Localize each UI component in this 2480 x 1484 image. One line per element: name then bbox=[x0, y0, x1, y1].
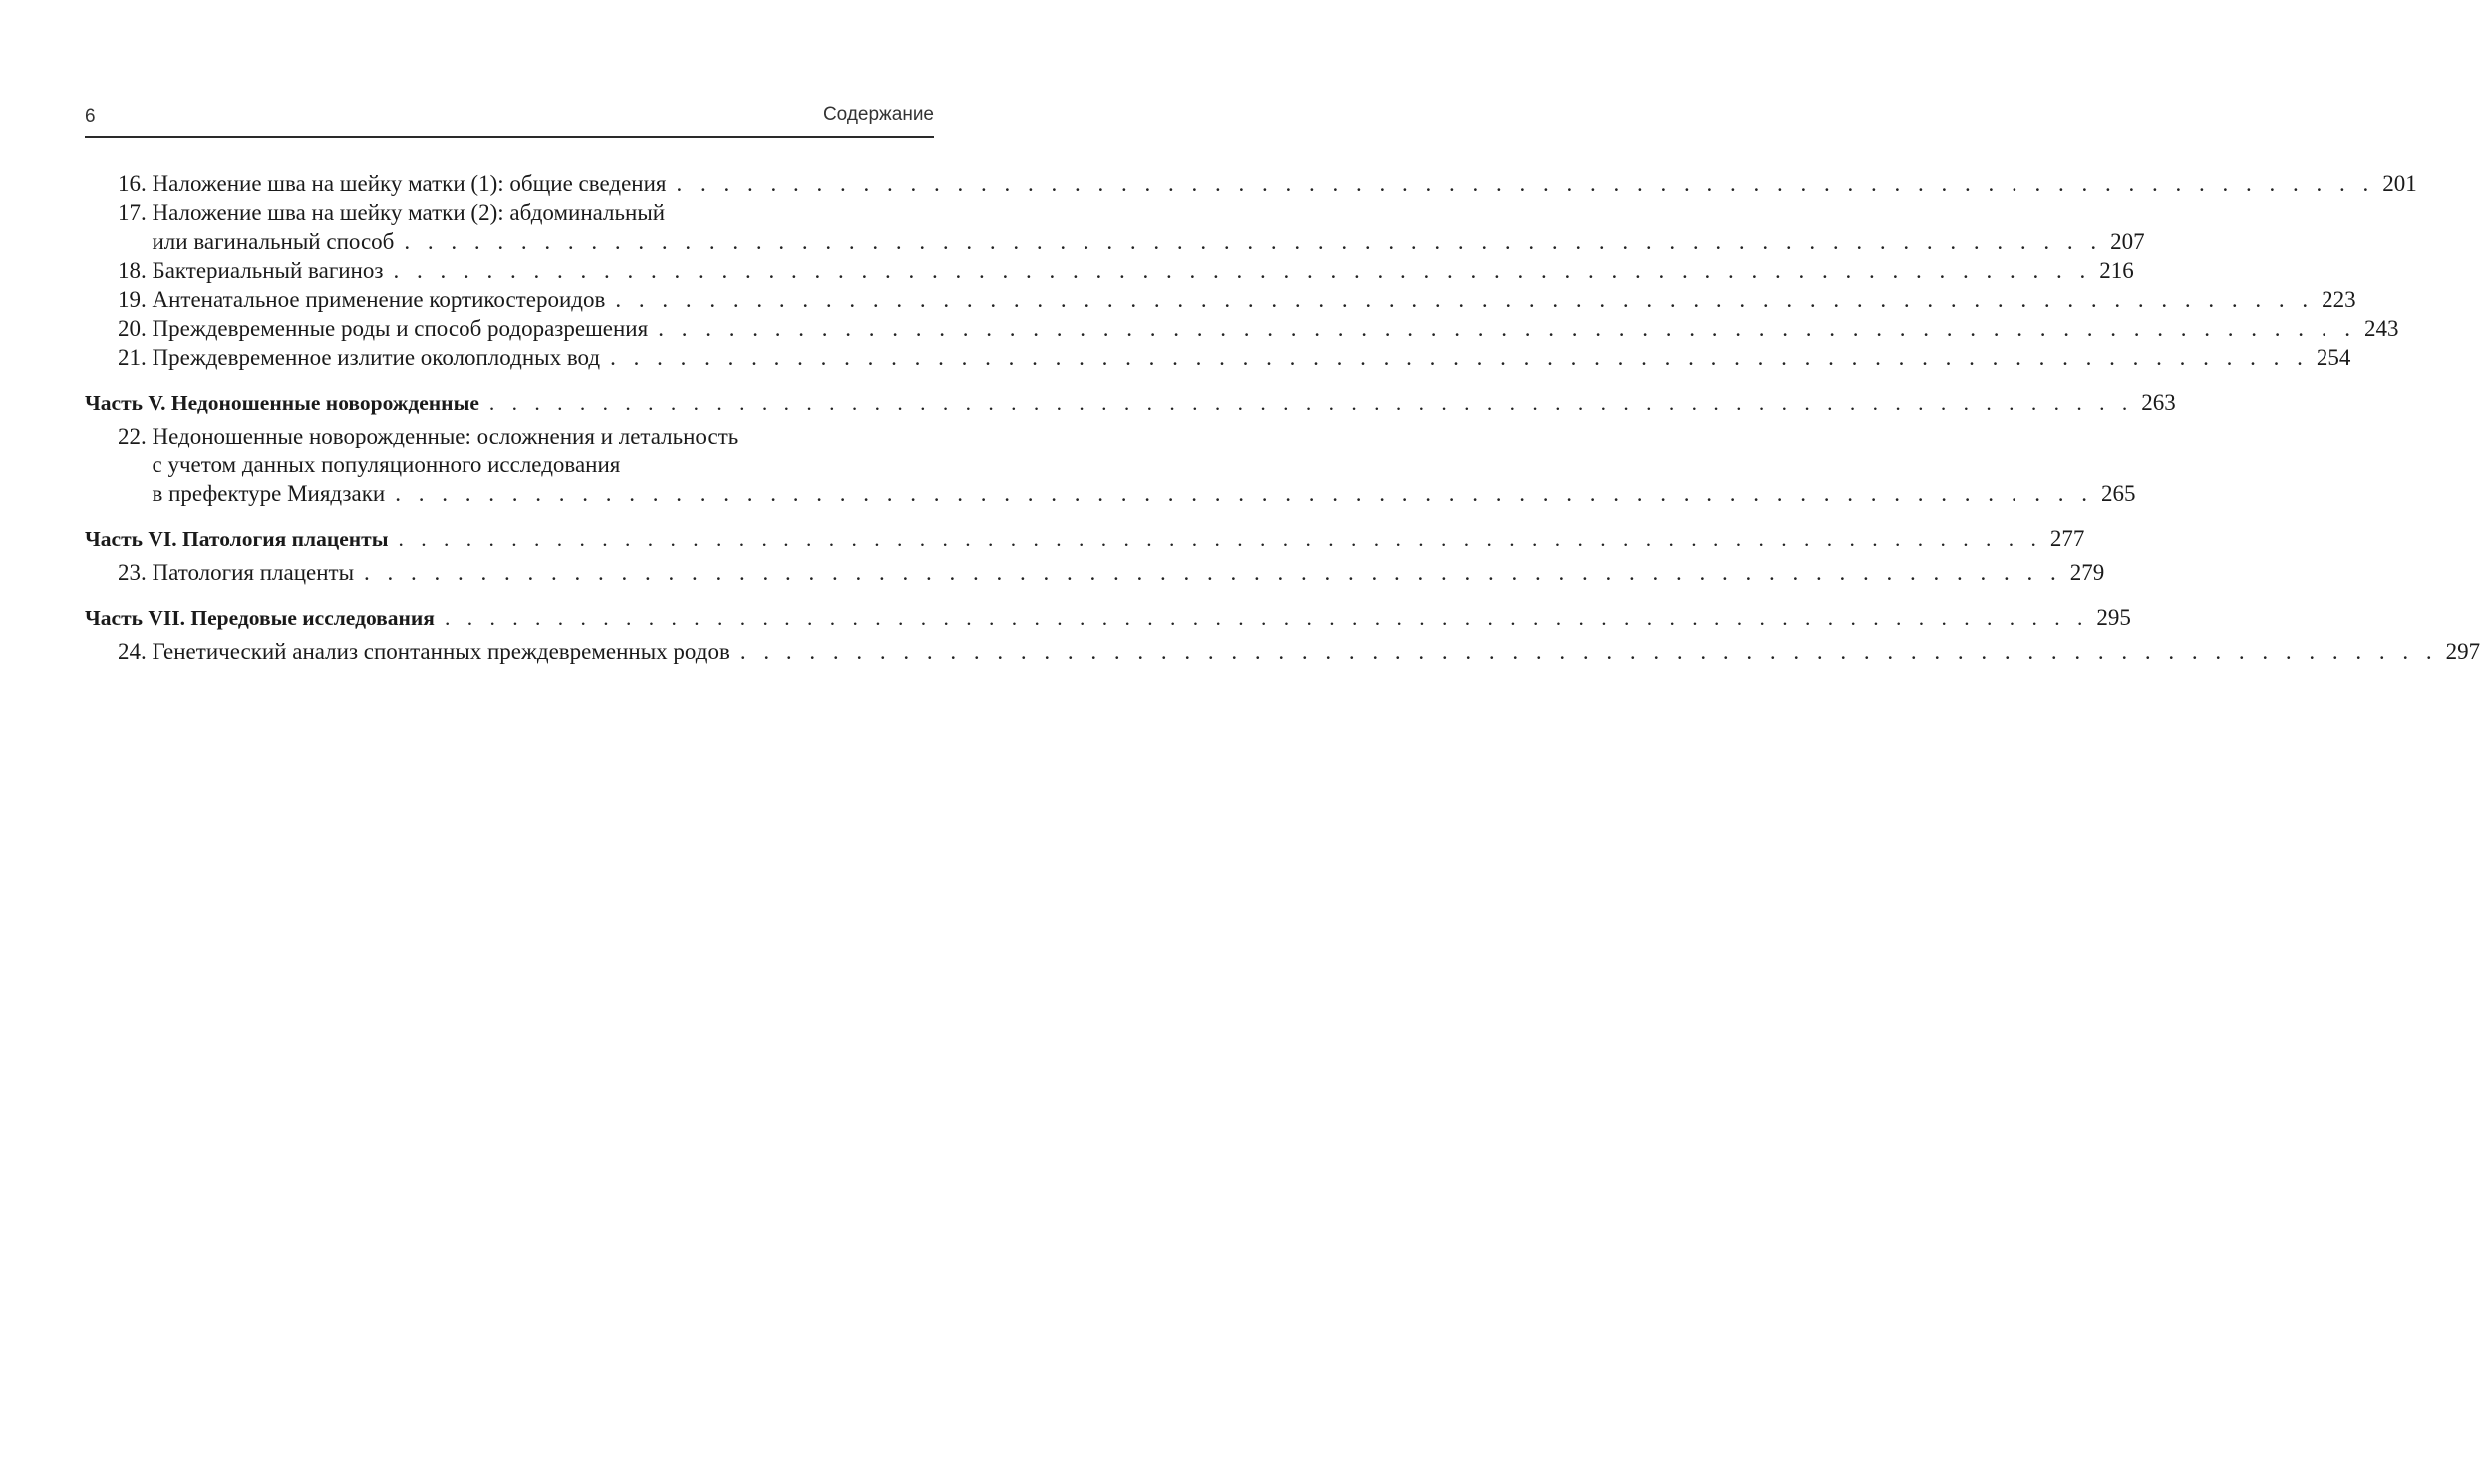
dot-leader: . . . . . . . . . . . . . . . . . . . . . . . . . . . . . . . . . . . . . . . . . . . . . . . . . . . . . . . . . . . . . . . . . . . . . . . . . bbox=[676, 171, 2375, 196]
table-of-contents bbox=[85, 169, 2480, 666]
chapter-number: 23. bbox=[118, 560, 153, 585]
chapter-number: 19. bbox=[118, 287, 153, 312]
chapter-title: Патология плаценты bbox=[152, 560, 355, 585]
toc-entry-chapter-19[interactable] bbox=[85, 285, 2356, 314]
page-reference: 201 bbox=[2382, 171, 2417, 196]
toc-entry-part-6[interactable] bbox=[85, 518, 2085, 554]
chapter-number: 21. bbox=[118, 345, 153, 370]
chapter-number: 16. bbox=[118, 171, 153, 196]
part-title: Часть VI. Патология плаценты bbox=[85, 527, 389, 551]
page-reference: 243 bbox=[2363, 316, 2399, 341]
chapter-number: 18. bbox=[118, 258, 153, 283]
page-reference: 265 bbox=[2100, 481, 2136, 506]
chapter-title-line-2: с учетом данных популяционного исследования bbox=[152, 452, 621, 477]
part-title: Часть VII. Передовые исследования bbox=[85, 606, 435, 630]
chapter-number: 20. bbox=[118, 316, 153, 341]
chapter-number: 17. bbox=[118, 200, 153, 225]
page-reference: 207 bbox=[2110, 229, 2145, 254]
part-title: Часть V. Недоношенные новорожденные bbox=[85, 391, 479, 415]
dot-leader: . . . . . . . . . . . . . . . . . . . . . . . . . . . . . . . . . . . . . . . . . . . . . . . . . . . . . . . . . . . . . . . . . . . . . . . . . bbox=[398, 527, 2042, 551]
toc-entry-chapter-20[interactable] bbox=[85, 314, 2399, 343]
toc-entry-part-7[interactable] bbox=[85, 597, 2131, 633]
chapter-title: Антенатальное применение кортикостероидов bbox=[152, 287, 606, 312]
page-number: 6 bbox=[85, 106, 96, 127]
chapter-title: Преждевременное излитие околоплодных вод bbox=[152, 345, 601, 370]
chapter-title-line-3: в префектуре Миядзаки bbox=[152, 481, 386, 506]
dot-leader: . . . . . . . . . . . . . . . . . . . . . . . . . . . . . . . . . . . . . . . . . . . . . . . . . . . . . . . . . . . . . . . . . . . . . . . . . bbox=[488, 391, 2134, 415]
dot-leader: . . . . . . . . . . . . . . . . . . . . . . . . . . . . . . . . . . . . . . . . . . . . . . . . . . . . . . . . . . . . . . . . . . . . . . . . . bbox=[393, 258, 2092, 283]
chapter-title: Преждевременные роды и способ родоразрешения bbox=[152, 316, 649, 341]
toc-entry-chapter-18[interactable] bbox=[85, 256, 2134, 285]
toc-entry-chapter-21[interactable] bbox=[85, 343, 2351, 372]
header-rule bbox=[85, 136, 934, 138]
page-reference: 223 bbox=[2322, 287, 2356, 312]
chapter-title-line-1: Недоношенные новорожденные: осложнения и летальность bbox=[152, 424, 739, 448]
page-reference: 297 bbox=[2445, 639, 2480, 664]
page-reference: 279 bbox=[2069, 560, 2105, 585]
chapter-title-line-2: или вагинальный способ bbox=[152, 229, 395, 254]
dot-leader: . . . . . . . . . . . . . . . . . . . . . . . . . . . . . . . . . . . . . . . . . . . . . . . . . . . . . . . . . . . . . . . . . . . . . . . . . bbox=[444, 606, 2089, 630]
page-reference: 216 bbox=[2099, 258, 2134, 283]
chapter-title: Бактериальный вагиноз bbox=[152, 258, 384, 283]
dot-leader: . . . . . . . . . . . . . . . . . . . . . . . . . . . . . . . . . . . . . . . . . . . . . . . . . . . . . . . . . . . . . . . . . . . . . . . . . bbox=[404, 229, 2103, 254]
dot-leader: . . . . . . . . . . . . . . . . . . . . . . . . . . . . . . . . . . . . . . . . . . . . . . . . . . . . . . . . . . . . . . . . . . . . . . . . . bbox=[739, 639, 2438, 664]
chapter-number: 24. bbox=[118, 639, 153, 664]
dot-leader: . . . . . . . . . . . . . . . . . . . . . . . . . . . . . . . . . . . . . . . . . . . . . . . . . . . . . . . . . . . . . . . . . . . . . . . . . bbox=[395, 481, 2093, 506]
chapter-title-line-1: Наложение шва на шейку матки (2): абдоминальный bbox=[152, 200, 666, 225]
toc-entry-chapter-16[interactable] bbox=[85, 169, 2417, 198]
page-reference: 263 bbox=[2141, 390, 2176, 415]
running-title: Содержание bbox=[822, 104, 934, 125]
page-header bbox=[85, 100, 934, 136]
toc-entry-chapter-24[interactable] bbox=[85, 637, 2480, 666]
toc-entry-chapter-22[interactable] bbox=[85, 422, 2136, 508]
toc-entry-chapter-23[interactable] bbox=[85, 558, 2105, 587]
chapter-title: Генетический анализ спонтанных преждевременных родов bbox=[152, 639, 730, 664]
dot-leader: . . . . . . . . . . . . . . . . . . . . . . . . . . . . . . . . . . . . . . . . . . . . . . . . . . . . . . . . . . . . . . . . . . . . . . . . . bbox=[610, 345, 2309, 370]
toc-entry-part-5[interactable] bbox=[85, 382, 2176, 418]
dot-leader: . . . . . . . . . . . . . . . . . . . . . . . . . . . . . . . . . . . . . . . . . . . . . . . . . . . . . . . . . . . . . . . . . . . . . . . . . bbox=[364, 560, 2062, 585]
dot-leader: . . . . . . . . . . . . . . . . . . . . . . . . . . . . . . . . . . . . . . . . . . . . . . . . . . . . . . . . . . . . . . . . . . . . . . . . . bbox=[615, 287, 2315, 312]
page-reference: 295 bbox=[2096, 605, 2131, 630]
dot-leader: . . . . . . . . . . . . . . . . . . . . . . . . . . . . . . . . . . . . . . . . . . . . . . . . . . . . . . . . . . . . . . . . . . . . . . . . . bbox=[658, 316, 2356, 341]
toc-entry-chapter-17[interactable] bbox=[85, 198, 2145, 256]
page-reference: 254 bbox=[2316, 345, 2351, 370]
page-reference: 277 bbox=[2049, 526, 2085, 551]
chapter-title: Наложение шва на шейку матки (1): общие сведения bbox=[152, 171, 667, 196]
chapter-number: 22. bbox=[118, 424, 153, 448]
